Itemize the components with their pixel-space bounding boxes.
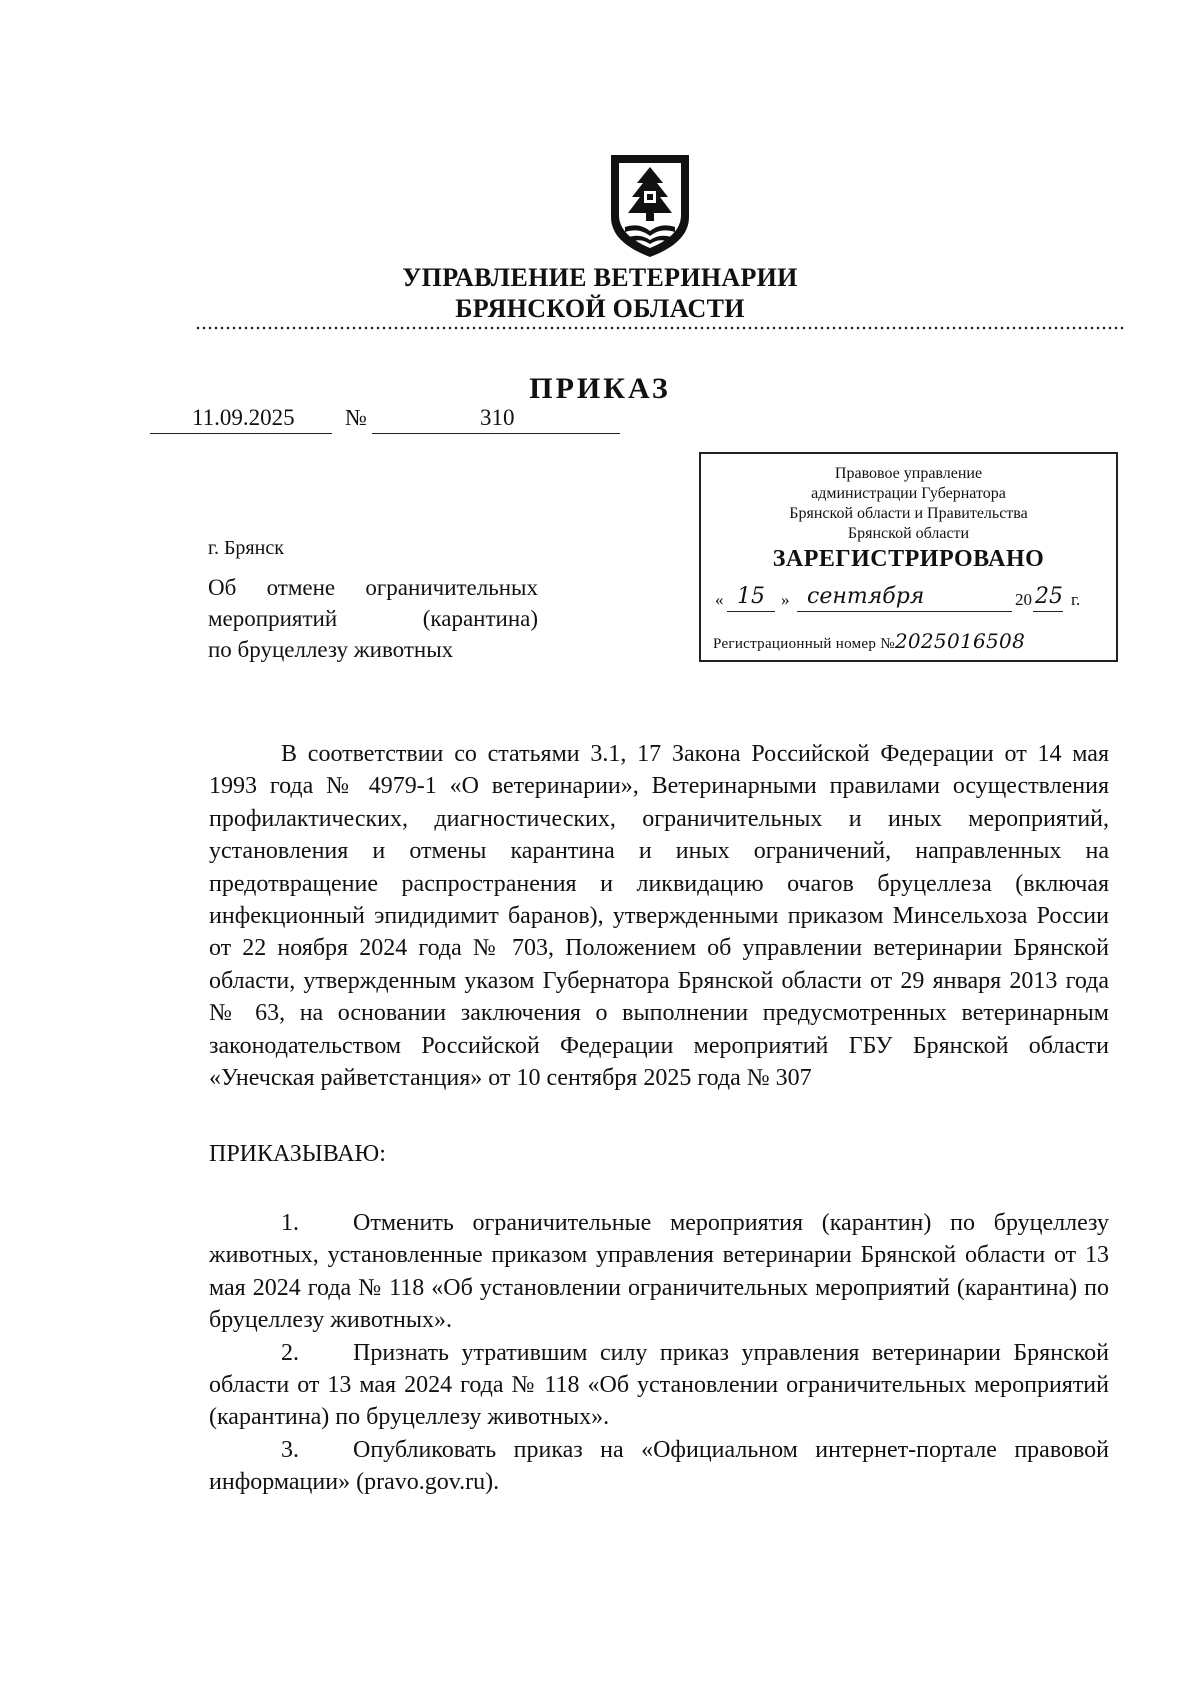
stamp-reg-label: Регистрационный номер № [713, 636, 895, 652]
item-text: Отменить ограничительные мероприятия (карантин) по бруцеллезу животных, установленные приказом управления ветеринарии Брянской области от 13 мая 2024 года № 118 «Об установлении ограничительных мероприятий (карантина) по бруцеллезу животных». [209, 1210, 1109, 1334]
item-text: Признать утратившим силу приказ управления ветеринарии Брянской области от 13 мая 2024 года № 118 «Об установлении ограничительных мероприятий (карантина) по бруцеллезу животных». [209, 1339, 1109, 1431]
item-number: 1. [281, 1210, 299, 1236]
stamp-line: Брянской области и Правительства [789, 505, 1028, 522]
document-title: ПРИКАЗ [529, 372, 671, 405]
subject-line: по бруцеллезу животных [208, 637, 454, 662]
order-item [209, 1337, 1109, 1434]
stamp-year-suffix: 25 [1035, 584, 1063, 609]
stamp-day: 15 [737, 584, 765, 609]
preamble-section [209, 738, 1109, 1094]
stamp-title: ЗАРЕГИСТРИРОВАНО [772, 546, 1045, 572]
subject-line: Об отмене ограничительных [208, 575, 538, 600]
order-subject [208, 572, 538, 665]
stamp-line: Брянской области [847, 525, 970, 542]
organization-name-line2: БРЯНСКОЙ ОБЛАСТИ [455, 294, 745, 323]
city: г. Брянск [208, 537, 284, 559]
stamp-month: сентября [807, 584, 925, 609]
stamp-date [715, 584, 1105, 616]
order-items [209, 1207, 1109, 1499]
organization-name-line1: УПРАВЛЕНИЕ ВЕТЕРИНАРИИ [402, 263, 798, 292]
coat-of-arms-icon [605, 153, 695, 261]
number-sign: № [345, 405, 367, 430]
order-word: ПРИКАЗЫВАЮ: [209, 1141, 386, 1167]
stamp-line: Правовое управление [834, 465, 983, 482]
order-item [209, 1434, 1109, 1499]
date-underline [150, 433, 332, 434]
number-underline [372, 433, 620, 434]
stamp-close-quote: » [781, 590, 790, 609]
order-item [209, 1207, 1109, 1337]
order-number: 310 [480, 405, 515, 430]
order-date-number-row [150, 405, 620, 435]
order-date: 11.09.2025 [192, 405, 295, 430]
stamp-year-end: г. [1071, 590, 1081, 609]
stamp-registration-number [713, 629, 1025, 653]
stamp-open-quote: « [715, 590, 724, 609]
stamp-year-prefix: 20 [1015, 590, 1032, 609]
subject-line: мероприятий (карантина) [208, 606, 538, 631]
stamp-reg-number: 2025016508 [894, 629, 1026, 653]
stamp-line: администрации Губернатора [811, 485, 1006, 502]
preamble-paragraph: В соответствии со статьями 3.1, 17 Закона Российской Федерации от 14 мая 1993 года № 4979-1 «О ветеринарии», Ветеринарными правилами осуществления профилактических, диагностических, ограничительных и иных мероприятий, установления и отмены карантина и иных ограничений, направленных на предотвращение распространения и ликвидацию очагов бруцеллеза (включая инфекционный эпидидимит баранов), утвержденными приказом Минсельхоза России от 22 ноября 2024 года № 703, Положением об управлении ветеринарии Брянской области, утвержденным указом Губернатора Брянской области от 29 января 2013 года № 63, на основании заключения о выполнении предусмотренных ветеринарным законодательством Российской Федерации мероприятий ГБУ Брянской области «Унечская райветстанция» от 10 сентября 2025 года № 307 [209, 741, 1109, 1092]
item-number: 3. [281, 1436, 299, 1463]
item-number: 2. [281, 1339, 299, 1366]
dotted-divider [195, 326, 1125, 330]
item-text: Опубликовать приказ на «Официальном интернет-портале правовой информации» (pravo.gov.ru). [209, 1436, 1109, 1496]
registration-stamp [699, 452, 1118, 662]
